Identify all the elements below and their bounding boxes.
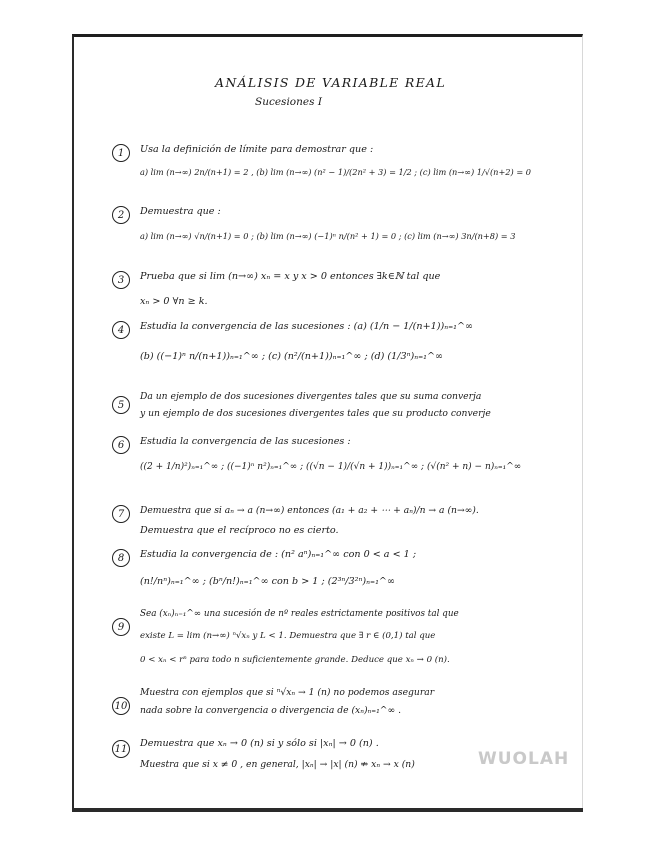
exercise-text: Sea (xₙ)ₙ₌₁^∞ una sucesión de nº reales estrictamente positivos tal que — [140, 609, 459, 619]
document-title: ANÁLISIS DE VARIABLE REAL — [215, 75, 446, 90]
exercise-text: Da un ejemplo de dos sucesiones divergentes tales que su suma converja — [140, 391, 482, 402]
exercise-number: 2 — [112, 206, 130, 224]
exercise-text: existe L = lim (n→∞) ⁿ√xₙ y L < 1. Demuestra que ∃ r ∈ (0,1) tal que — [140, 631, 436, 641]
exercise-text: a) lim (n→∞) √n/(n+1) = 0 ; (b) lim (n→∞) (−1)ⁿ n/(n² + 1) = 0 ; (c) lim (n→∞) 3n/(n+8) = 3 — [140, 231, 516, 241]
page-bottom-edge — [72, 808, 583, 812]
exercise-text: Usa la definición de límite para demostrar que : — [140, 144, 374, 155]
exercise-number: 8 — [112, 549, 130, 567]
watermark-logo: WUOLAH — [478, 749, 570, 769]
exercise-number: 7 — [112, 505, 130, 523]
exercise-text: Estudia la convergencia de las sucesiones : (a) (1/n − 1/(n+1))ₙ₌₁^∞ — [140, 321, 474, 332]
exercise-text: Estudia la convergencia de las sucesiones : — [140, 436, 351, 447]
exercise-text: Demuestra que si aₙ → a (n→∞) entonces (a₁ + a₂ + ⋯ + aₙ)/n → a (n→∞). — [140, 505, 479, 516]
exercise-number: 5 — [112, 396, 130, 414]
exercise-number: 10 — [112, 697, 130, 715]
exercise-number: 9 — [112, 618, 130, 636]
exercise-text: nada sobre la convergencia o divergencia de (xₙ)ₙ₌₁^∞ . — [140, 705, 401, 716]
exercise-text: a) lim (n→∞) 2n/(n+1) = 2 , (b) lim (n→∞) (n² − 1)/(2n² + 3) = 1/2 ; (c) lim (n→∞) 1/√(n+2) = 0 — [140, 167, 531, 177]
exercise-number: 3 — [112, 271, 130, 289]
exercise-text: y un ejemplo de dos sucesiones divergentes tales que su producto converje — [140, 408, 491, 419]
exercise-number: 1 — [112, 144, 130, 162]
exercise-text: xₙ > 0 ∀n ≥ k. — [140, 296, 208, 307]
document-subtitle: Sucesiones I — [255, 96, 322, 108]
exercise-text: Demuestra que : — [140, 206, 221, 217]
exercise-text: Demuestra que xₙ → 0 (n) si y sólo si |xₙ| → 0 (n) . — [140, 738, 379, 749]
exercise-text: ((2 + 1/n)²)ₙ₌₁^∞ ; ((−1)ⁿ n²)ₙ₌₁^∞ ; ((√n − 1)/(√n + 1))ₙ₌₁^∞ ; (√(n² + n) − n)ₙ₌₁^∞ — [140, 462, 522, 472]
exercise-text: Muestra que si x ≠ 0 , en general, |xₙ| → |x| (n) ⇏ xₙ → x (n) — [140, 759, 415, 770]
exercise-text: Demuestra que el recíproco no es cierto. — [140, 525, 339, 536]
exercise-text: Prueba que si lim (n→∞) xₙ = x y x > 0 entonces ∃k∈ℕ tal que — [140, 271, 441, 282]
exercise-number: 11 — [112, 740, 130, 758]
exercise-text: 0 < xₙ < rⁿ para todo n suficientemente grande. Deduce que xₙ → 0 (n). — [140, 655, 450, 665]
exercise-text: (n!/nⁿ)ₙ₌₁^∞ ; (bⁿ/n!)ₙ₌₁^∞ con b > 1 ; (2³ⁿ/3²ⁿ)ₙ₌₁^∞ — [140, 576, 395, 587]
exercise-text: (b) ((−1)ⁿ n/(n+1))ₙ₌₁^∞ ; (c) (n²/(n+1))ₙ₌₁^∞ ; (d) (1/3ⁿ)ₙ₌₁^∞ — [140, 351, 444, 362]
exercise-number: 4 — [112, 321, 130, 339]
exercise-number: 6 — [112, 436, 130, 454]
exercise-text: Estudia la convergencia de : (n² aⁿ)ₙ₌₁^∞ con 0 < a < 1 ; — [140, 549, 417, 560]
exercise-text: Muestra con ejemplos que si ⁿ√xₙ → 1 (n) no podemos asegurar — [140, 687, 435, 698]
